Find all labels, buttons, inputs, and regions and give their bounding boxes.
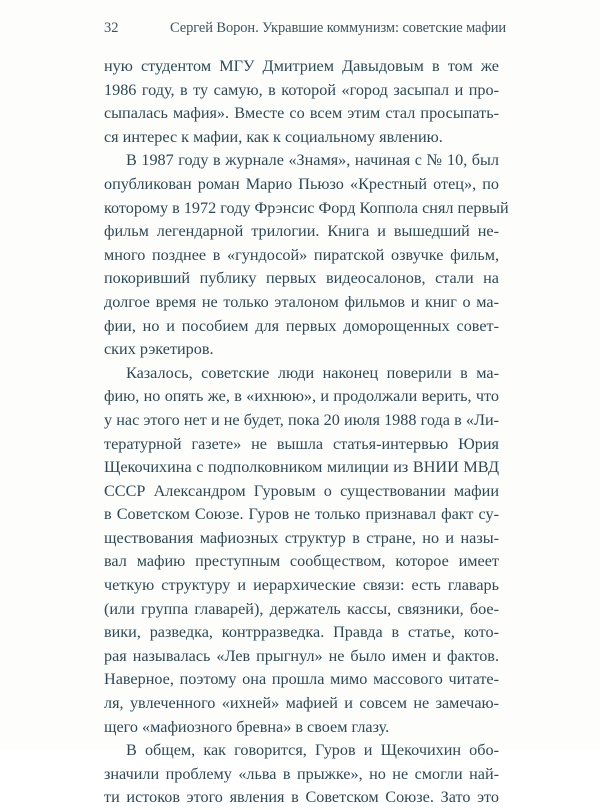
- text-line: покоривший публику первых видеосалонов, стали на: [104, 269, 499, 288]
- body-text: [104, 55, 509, 810]
- text-line: фильм легендарной трилогии. Книга и вышедший не-: [104, 222, 499, 241]
- text-line: опубликован роман Марио Пьюзо «Крестный отец», по: [104, 174, 499, 193]
- text-line: долгое время не только эталоном фильмов и книг о ма-: [104, 292, 499, 311]
- running-head: [104, 20, 508, 40]
- book-title: Сергей Ворон. Укравшие коммунизм: советские мафии: [170, 20, 507, 36]
- text-line: ную студентом МГУ Дмитрием Давыдовым в том же: [104, 57, 499, 75]
- text-line: СССР Александром Гуровым о существовании мафии: [104, 481, 499, 500]
- text-line: вал мафию преступным сообществом, которое имеет: [104, 552, 499, 571]
- text-line: Наверное, поэтому она прошла мимо массового читате-: [104, 670, 499, 689]
- text-line: (или группа главарей), держатель кассы, связники, бое-: [104, 599, 499, 618]
- text-line: ля, увлеченного «ихней» мафией и совсем не замечаю-: [104, 694, 499, 713]
- text-line: фии, но и пособием для первых доморощенных совет-: [104, 316, 499, 335]
- text-line: много позднее в «гундосой» пиратской озвучке фильм,: [104, 245, 499, 264]
- text-line: фию, но опять же, в «ихнюю», и продолжали верить, что: [104, 387, 499, 406]
- text-line: тературной газете» не вышла статья-интервью Юрия: [104, 434, 499, 453]
- text-line: вики, разведка, контрразведка. Правда в статье, кото-: [104, 623, 499, 642]
- page-number: 32: [104, 20, 119, 36]
- paragraph-1: [104, 55, 499, 149]
- text-line: 1986 году, в ту самую, в которой «город засыпал и про-: [104, 80, 499, 99]
- text-line: В общем, как говорится, Гуров и Щекочихин обо-: [126, 741, 499, 760]
- text-line: сыпалась мафия». Вместе со всем этим стал просыпать-: [104, 104, 499, 123]
- text-line: ти истоков этого явления в Советском Союзе. Зато это: [104, 788, 499, 807]
- text-line: рая называлась «Лев прыгнул» не было имен и фактов.: [104, 646, 499, 665]
- text-line: В 1987 году в журнале «Знамя», начиная с № 10, был: [126, 151, 499, 170]
- text-line: у нас этого нет и не будет, пока 20 июля 1988 года в «Ли-: [104, 410, 499, 429]
- text-line: четкую структуру и иерархические связи: есть главарь: [104, 576, 499, 595]
- paragraph-3: [104, 362, 499, 740]
- text-line: ских рэкетиров.: [104, 340, 214, 359]
- text-line: ся интерес к мафии, как к социальному явлению.: [104, 127, 443, 146]
- text-line: Казалось, советские люди наконец поверили в ма-: [126, 363, 499, 382]
- text-line: в Советском Союзе. Гуров не только признавал факт су-: [104, 505, 499, 524]
- text-line: Щекочихина с подполковником милиции из ВНИИ МВД: [104, 458, 499, 477]
- text-line: щего «мафиозного бревна» в своем глазу.: [104, 717, 390, 736]
- text-line: значили проблему «льва в прыжке», но не смогли най-: [104, 764, 499, 783]
- text-line: ществования мафиозных структур в стране, но и назы-: [104, 528, 499, 547]
- paragraph-2: [104, 149, 509, 361]
- text-line: которому в 1972 году Фрэнсис Форд Коппола снял первый: [104, 198, 509, 217]
